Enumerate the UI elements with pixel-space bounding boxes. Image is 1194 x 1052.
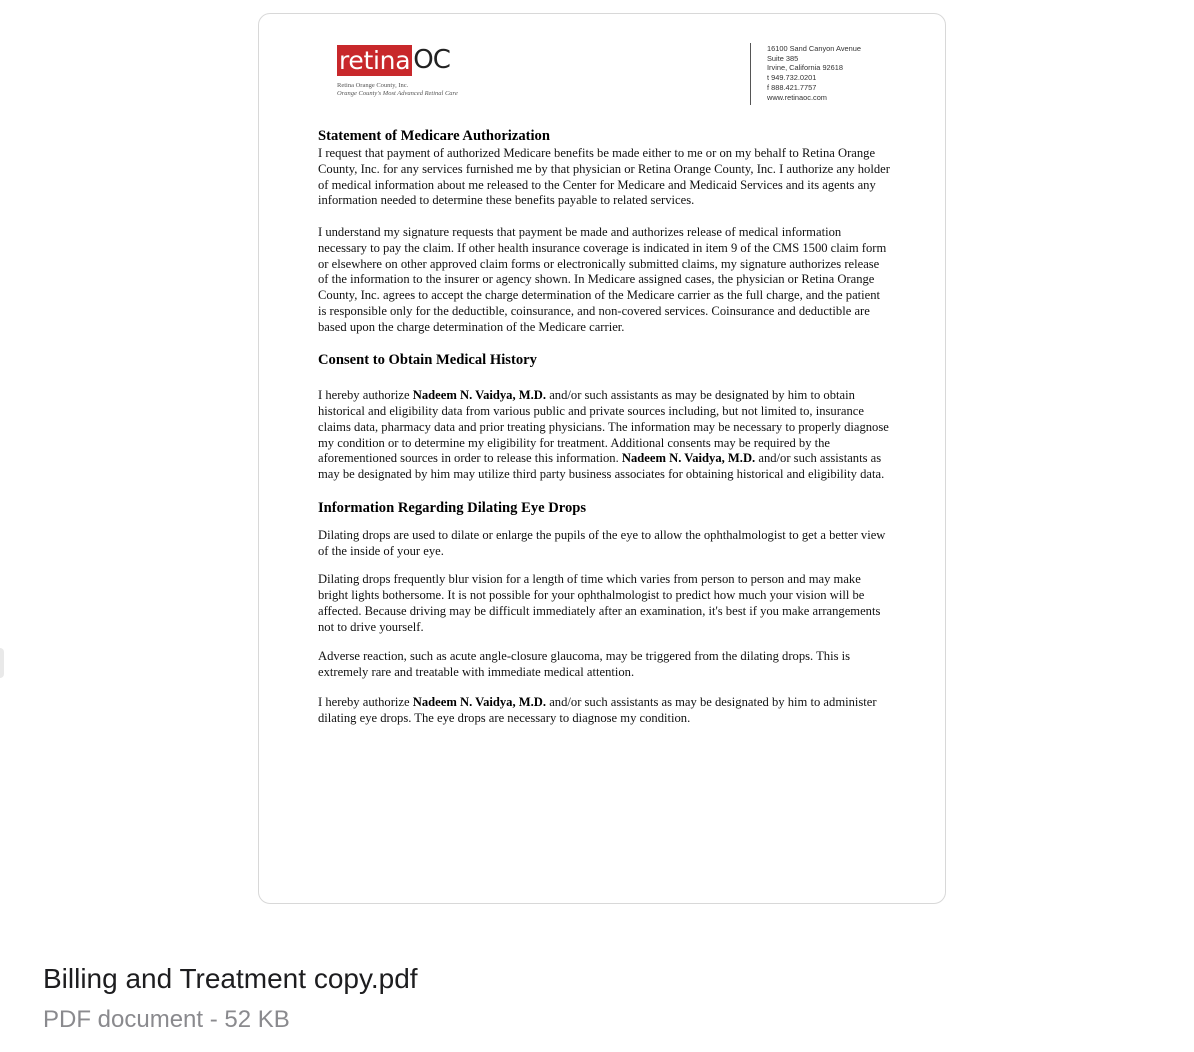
physician-name: Nadeem N. Vaidya, M.D.: [621, 451, 756, 466]
file-meta: PDF document - 52 KB: [43, 1006, 290, 1033]
consent-heading: Consent to Obtain Medical History: [318, 352, 537, 369]
consent-text-b: and/or such assistants as may be designated by him to obtain historical and eligibility data from various public and private sources including, but not limited to, insurance claims data, pharmacy data and prior treating physicians. The information may be necessary to properly diagnose my condition or to determine my eligibility for treatment. Additional consents may be required by the aforementioned sources in order to release this information.: [318, 388, 889, 466]
consent-text-c: and/or such assistants as may be designated by him may utilize third party business associates for obtaining historical and eligibility data.: [318, 451, 885, 481]
dilating-text-a: I hereby authorize: [318, 694, 413, 709]
clinic-address: [767, 44, 927, 102]
address-website: www.retinaoc.com: [767, 92, 827, 102]
physician-name: Nadeem N. Vaidya, M.D.: [412, 388, 547, 403]
file-name: Billing and Treatment copy.pdf: [43, 963, 418, 994]
consent-text-a: I hereby authorize: [318, 388, 413, 403]
dilating-paragraph-4: [318, 695, 890, 727]
logo-mark-dark: OC: [413, 45, 450, 75]
retinaoc-logo: [337, 45, 557, 105]
address-fax: f 888.421.7757: [767, 82, 817, 92]
address-divider: [750, 43, 751, 105]
logo-mark-red: retina: [339, 46, 411, 75]
dilating-paragraph-3: Adverse reaction, such as acute angle-closure glaucoma, may be triggered from the dilating drops. This is extremely rare and treatable with immediate medical attention.: [318, 649, 851, 679]
address-street: 16100 Sand Canyon Avenue: [767, 44, 861, 53]
dilating-paragraph-1: Dilating drops are used to dilate or enlarge the pupils of the eye to allow the ophthalmologist to get a better view of the inside of your eye.: [318, 527, 886, 558]
dilating-heading: Information Regarding Dilating Eye Drops: [318, 499, 587, 516]
logo-tagline: Orange County's Most Advanced Retinal Care: [337, 90, 458, 97]
address-phone: t 949.732.0201: [767, 73, 817, 83]
physician-name: Nadeem N. Vaidya, M.D.: [412, 694, 547, 709]
logo-company-line: Retina Orange County, Inc.: [337, 82, 409, 89]
consent-paragraph: [318, 388, 890, 483]
address-suite: Suite 385: [767, 53, 799, 63]
medicare-heading: Statement of Medicare Authorization: [318, 128, 550, 144]
address-city: Irvine, California 92618: [767, 63, 844, 73]
previous-item-edge[interactable]: [0, 648, 4, 678]
medicare-paragraph-2: I understand my signature requests that payment be made and authorizes release of medical information necessary to pay the claim. If other health insurance coverage is indicated in item 9 of the CMS 1500 claim form or elsewhere on other approved claim forms or electronically submitted claims, my signature authorizes release of the information to the insurer or agency shown. In Medicare assigned cases, the physician or Retina Orange County, Inc. agrees to accept the charge determination of the Medicare carrier as the full charge, and the patient is responsible only for the deductible, coinsurance, and non-covered services. Coinsurance and deductible are based upon the charge determination of the Medicare carrier.: [318, 225, 887, 334]
logo-mark: [337, 45, 557, 76]
medicare-paragraph-1: I request that payment of authorized Medicare benefits be made either to me or on my behalf to Retina Orange County, Inc. for any services furnished me by that physician or Retina Orange County, Inc. I authorize any holder of medical information about me released to the Center for Medicare and Medicaid Services and its agents any information needed to determine these benefits payable to related services.: [318, 146, 890, 208]
dilating-paragraph-2: Dilating drops frequently blur vision for a length of time which varies from person to person and may make bright lights bothersome. It is not possible for your ophthalmologist to predict how much your vision will be affected. Because driving may be difficult immediately after an examination, it's best if you make arrangements not to drive yourself.: [318, 572, 881, 634]
pdf-page-thumbnail[interactable]: [258, 13, 946, 904]
document-body: [318, 126, 890, 726]
dilating-text-b: and/or such assistants as may be designated by him to administer dilating eye drops. The eye drops are necessary to diagnose my condition.: [318, 694, 877, 725]
